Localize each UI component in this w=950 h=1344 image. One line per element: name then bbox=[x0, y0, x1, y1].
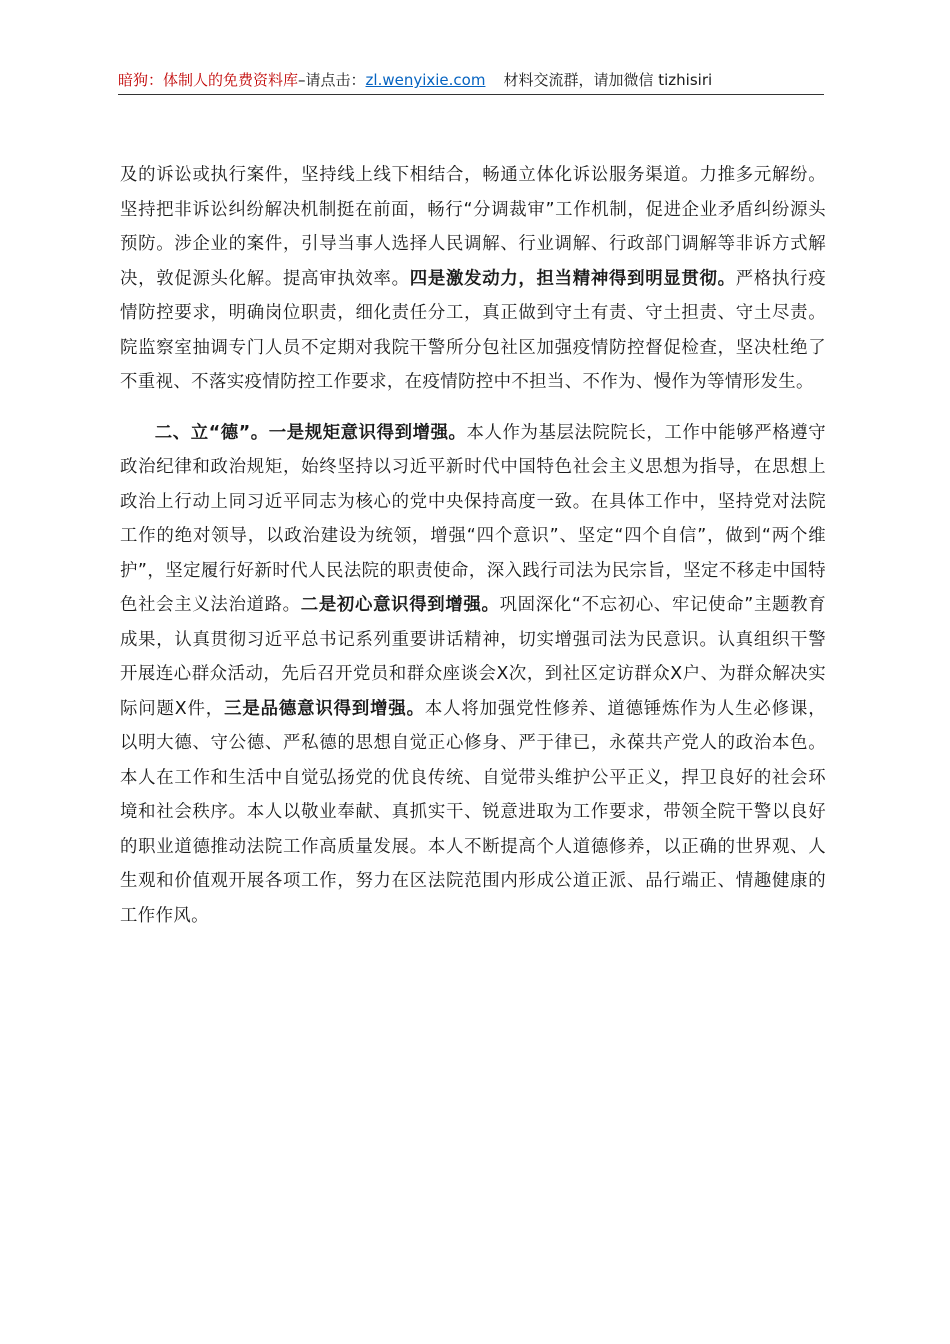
header-brand: 暗狗：体制人的免费资料库 bbox=[118, 71, 299, 89]
bold-heading-run: 二、立“德”。一是规矩意识得到增强。 bbox=[154, 422, 467, 443]
text-run: 严格执行疫情防控要求，明确岗位职责，细化责任分工，真正做到守土有责、守土担责、守土尽责。院监察室抽调专门人员不定期对我院干警所分包社区加强疫情防控督促检查，坚决杜绝了不重视、不落实疫情防控工作要求，在疫情防控中不担当、不作为、慢作为等情形发生。 bbox=[120, 268, 826, 392]
paragraph-continuation bbox=[120, 158, 826, 400]
header-link[interactable]: zl.wenyixie.com bbox=[365, 71, 486, 89]
paragraph-section-2 bbox=[120, 416, 826, 934]
header-prompt: –请点击： bbox=[298, 71, 366, 89]
text-run: 及的诉讼或执行案件，坚持线上线下相结合，畅通立体化诉讼服务渠道。力推多元解纷。坚持把非诉讼纠纷解决机制挺在前面，畅行“分调裁审”工作机制，促进企业矛盾纠纷源头预防。涉企业的案件，引导当事人选择人民调解、行业调解、行政部门调解等非诉方式解决，敦促源头化解。提高审执效率。 bbox=[120, 165, 826, 289]
text-run: 本人作为基层法院院长，工作中能够严格遵守政治纪律和政治规矩，始终坚持以习近平新时代中国特色社会主义思想为指导，在思想上政治上行动上同习近平同志为核心的党中央保持高度一致。在具体工作中，坚持党对法院工作的绝对领导，以政治建设为统领，增强“四个意识”、坚定“四个自信”，做到“两个维护”，坚定履行好新时代人民法院的职责使命，深入践行司法为民宗旨，坚定不移走中国特色社会主义法治道路。 bbox=[120, 422, 826, 615]
bold-heading-run: 四是激发动力，担当精神得到明显贯彻。 bbox=[409, 268, 736, 289]
text-run: 本人将加强党性修养、道德锤炼作为人生必修课，以明大德、守公德、严私德的思想自觉正心修身、严于律已，永葆共产党人的政治本色。本人在工作和生活中自觉弘扬党的优良传统、自觉带头维护公平正义，捍卫良好的社会环境和社会秩序。本人以敬业奉献、真抓实干、锐意进取为工作要求，带领全院干警以良好的职业道德推动法院工作高质量发展。本人不断提高个人道德修养，以正确的世界观、人生观和价值观开展各项工作，努力在区法院范围内形成公道正派、品行端正、情趣健康的工作作风。 bbox=[120, 698, 826, 926]
text-run: 巩固深化“不忘初心、牢记使命”主题教育成果，认真贯彻习近平总书记系列重要讲话精神，切实增强司法为民意识。认真组织干警开展连心群众活动，先后召开党员和群众座谈会X次，到社区定访群众X户、为群众解决实际问题X件， bbox=[120, 595, 826, 719]
bold-heading-run: 二是初心意识得到增强。 bbox=[300, 595, 500, 615]
bold-heading-run: 三是品德意识得到增强。 bbox=[224, 698, 425, 719]
header-contact: 材料交流群，请加微信 tizhisiri bbox=[503, 71, 713, 89]
document-body bbox=[120, 158, 826, 933]
page-header bbox=[118, 66, 824, 95]
